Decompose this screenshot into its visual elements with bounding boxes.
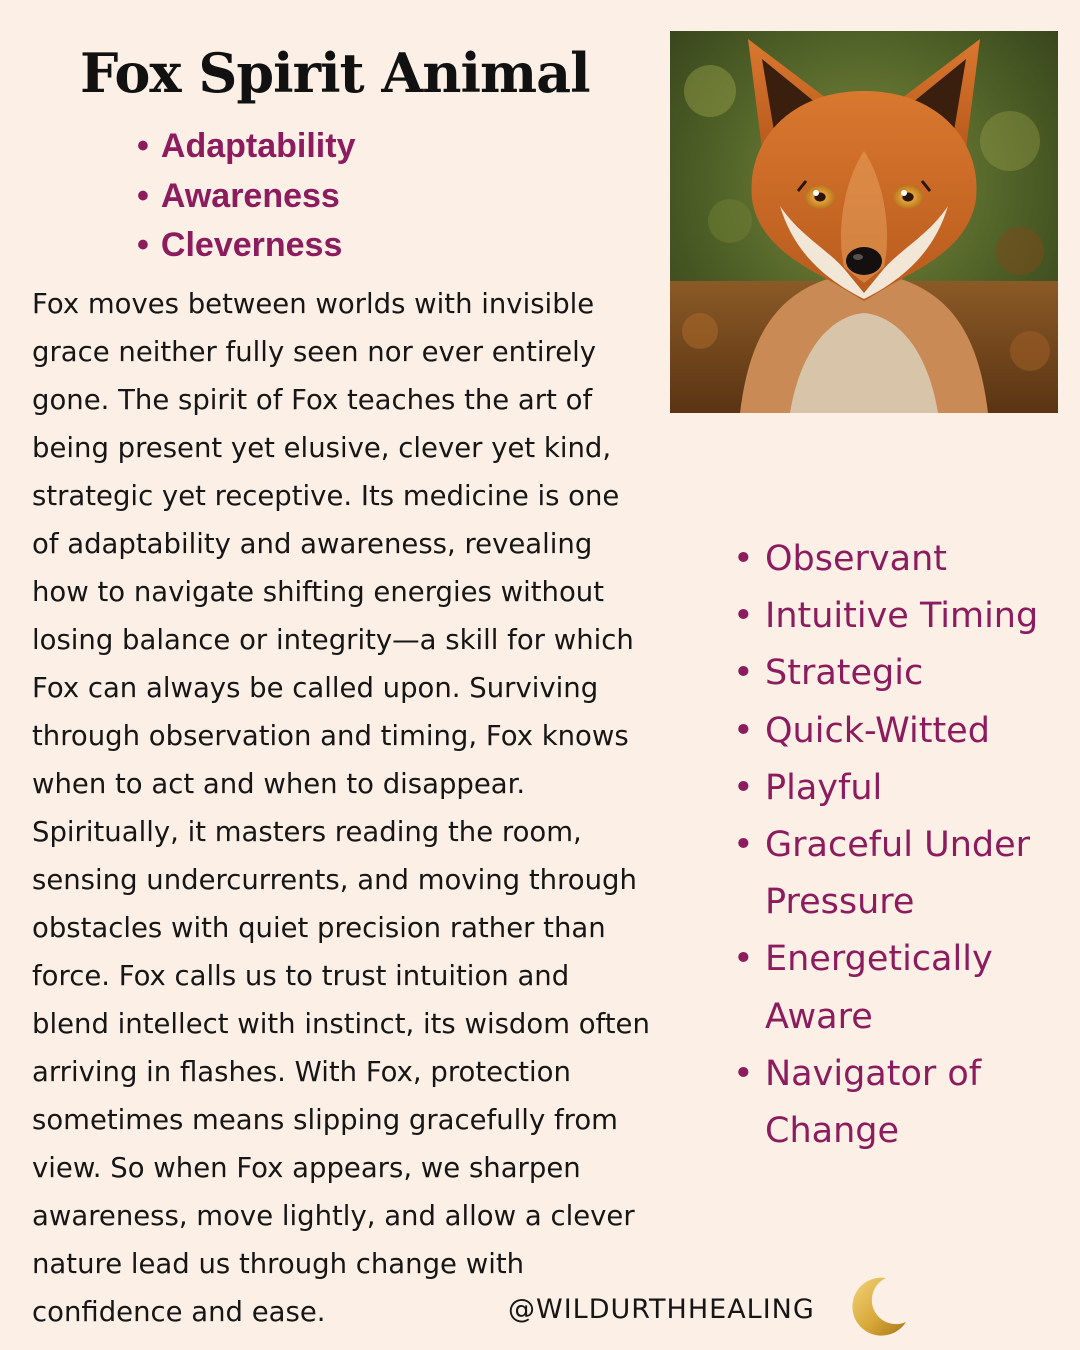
description-line: of adaptability and awareness, revealing xyxy=(32,528,593,560)
description-line: through observation and timing, Fox knows xyxy=(32,720,629,752)
description-line: how to navigate shifting energies without xyxy=(32,576,604,608)
quality-item: • Strategic xyxy=(733,645,1063,702)
description-line: sensing undercurrents, and moving through xyxy=(32,864,637,896)
description-line: blend intellect with instinct, its wisdom often xyxy=(32,1008,650,1040)
description-line: being present yet elusive, clever yet kind, xyxy=(32,432,612,464)
trait-item: • Awareness xyxy=(137,172,355,222)
quality-item: • Observant xyxy=(733,531,1063,588)
description-line: obstacles with quiet precision rather than xyxy=(32,912,606,944)
description-line: awareness, move lightly, and allow a clever xyxy=(32,1200,635,1232)
description-line: view. So when Fox appears, we sharpen xyxy=(32,1152,581,1184)
description-line: Spiritually, it masters reading the room, xyxy=(32,816,582,848)
quality-item: • Navigator of Change xyxy=(733,1046,1063,1160)
quality-item: • Quick-Witted xyxy=(733,703,1063,760)
trait-item: • Adaptability xyxy=(137,122,355,172)
description-line: arriving in flashes. With Fox, protection xyxy=(32,1056,571,1088)
crescent-moon-icon xyxy=(842,1272,910,1340)
description-line: nature lead us through change with xyxy=(32,1248,525,1280)
description-line: sometimes means slipping gracefully from xyxy=(32,1104,618,1136)
social-handle: @WILDURTHHEALING xyxy=(508,1294,815,1325)
description-line: gone. The spirit of Fox teaches the art of xyxy=(32,384,593,416)
description-text xyxy=(32,280,702,1336)
fox-photo xyxy=(670,31,1058,413)
trait-item: • Cleverness xyxy=(137,221,355,271)
description-line: strategic yet receptive. Its medicine is one xyxy=(32,480,620,512)
core-traits-list xyxy=(137,122,355,271)
description-line: when to act and when to disappear. xyxy=(32,768,526,800)
quality-item: • Graceful Under Pressure xyxy=(733,817,1063,931)
quality-item: • Playful xyxy=(733,760,1063,817)
description-line: Fox moves between worlds with invisible xyxy=(32,288,595,320)
qualities-list xyxy=(733,531,1063,1160)
quality-item: • Energetically Aware xyxy=(733,931,1063,1045)
quality-item: • Intuitive Timing xyxy=(733,588,1063,645)
description-line: losing balance or integrity—a skill for which xyxy=(32,624,634,656)
description-line: Fox can always be called upon. Surviving xyxy=(32,672,599,704)
description-line: grace neither fully seen nor ever entirely xyxy=(32,336,597,368)
description-line: confidence and ease. xyxy=(32,1296,326,1328)
page-title: Fox Spirit Animal xyxy=(80,41,590,105)
description-line: force. Fox calls us to trust intuition and xyxy=(32,960,570,992)
